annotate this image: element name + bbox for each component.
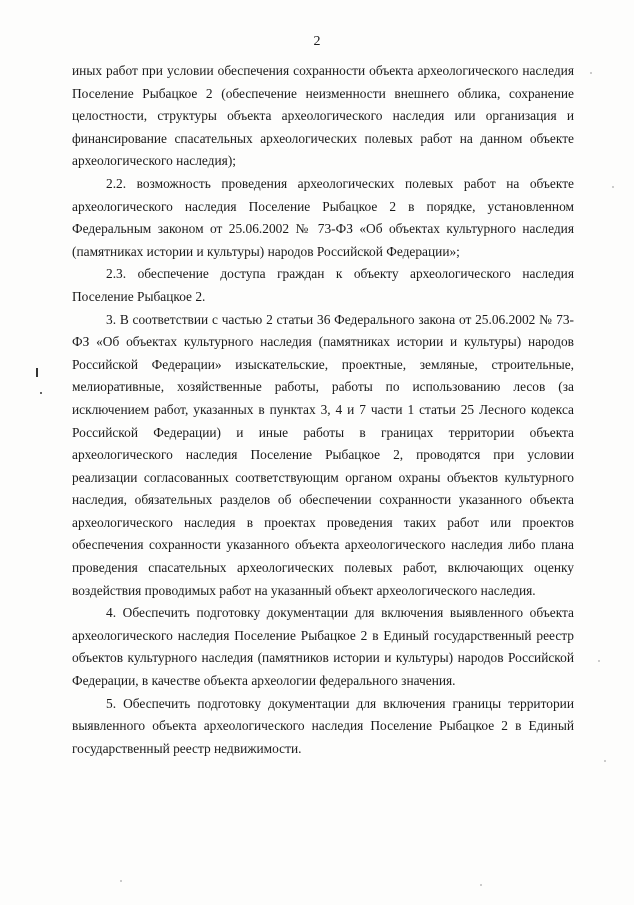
document-body (72, 60, 574, 760)
scan-speck (120, 880, 122, 882)
paragraph-2-2: 2.2. возможность проведения археологических полевых работ на объекте археологического наследия Поселение Рыбацкое 2 в порядке, установленном Федеральным законом от 25.06.2002 № 73-ФЗ «Об объектах культурного наследия (памятниках истории и культуры) народов Российской Федерации»; (72, 175, 574, 259)
page-number: 2 (313, 34, 321, 49)
scan-speck (590, 72, 592, 74)
paragraph-2-3: 2.3. обеспечение доступа граждан к объекту археологического наследия Поселение Рыбацкое 2. (72, 266, 574, 304)
scan-speck (612, 186, 614, 188)
scan-mark (36, 368, 38, 377)
scan-speck (480, 884, 482, 886)
scan-speck (604, 760, 606, 762)
scan-speck (598, 660, 600, 662)
scan-mark (40, 392, 42, 394)
paragraph-4: 4. Обеспечить подготовку документации для включения выявленного объекта археологического наследия Поселение Рыбацкое 2 в Единый государственный реестр объектов культурного наследия (памятников истории и культуры) народов Российской Федерации, в качестве объекта археологии федерального значения. (72, 605, 574, 689)
paragraph-3: 3. В соответствии с частью 2 статьи 36 Федерального закона от 25.06.2002 № 73-ФЗ «Об объектах культурного наследия (памятниках истории и культуры) народов Российской Федерации» изыскательские, проектные, земляные, строительные, мелиоративные, хозяйственные работы, работы по использованию лесов (за исключением работ, указанных в пунктах 3, 4 и 7 части 1 статьи 25 Лесного кодекса Российской Федерации) и иные работы в границах территории объекта археологического наследия Поселение Рыбацкое 2, проводятся при условии реализации согласованных соответствующим органом охраны объектов культурного наследия, обязательных разделов об обеспечении сохранности указанного объекта археологического наследия в проектах проведения таких работ или проектов обеспечения сохранности указанного объекта археологического наследия либо плана проведения спасательных археологических полевых работ, включающих оценку воздействия проводимых работ на указанный объект археологического наследия. (72, 311, 574, 598)
paragraph-continuation: иных работ при условии обеспечения сохранности объекта археологического наследия Поселение Рыбацкое 2 (обеспечение неизменности внешнего облика, сохранение целостности, структуры объекта археологического наследия или организация и финансирование спасательных археологических полевых работ на данном объекте археологического наследия); (72, 63, 574, 169)
paragraph-5: 5. Обеспечить подготовку документации для включения границы территории выявленного объекта археологического наследия Поселение Рыбацкое 2 в Единый государственный реестр недвижимости. (72, 695, 574, 756)
